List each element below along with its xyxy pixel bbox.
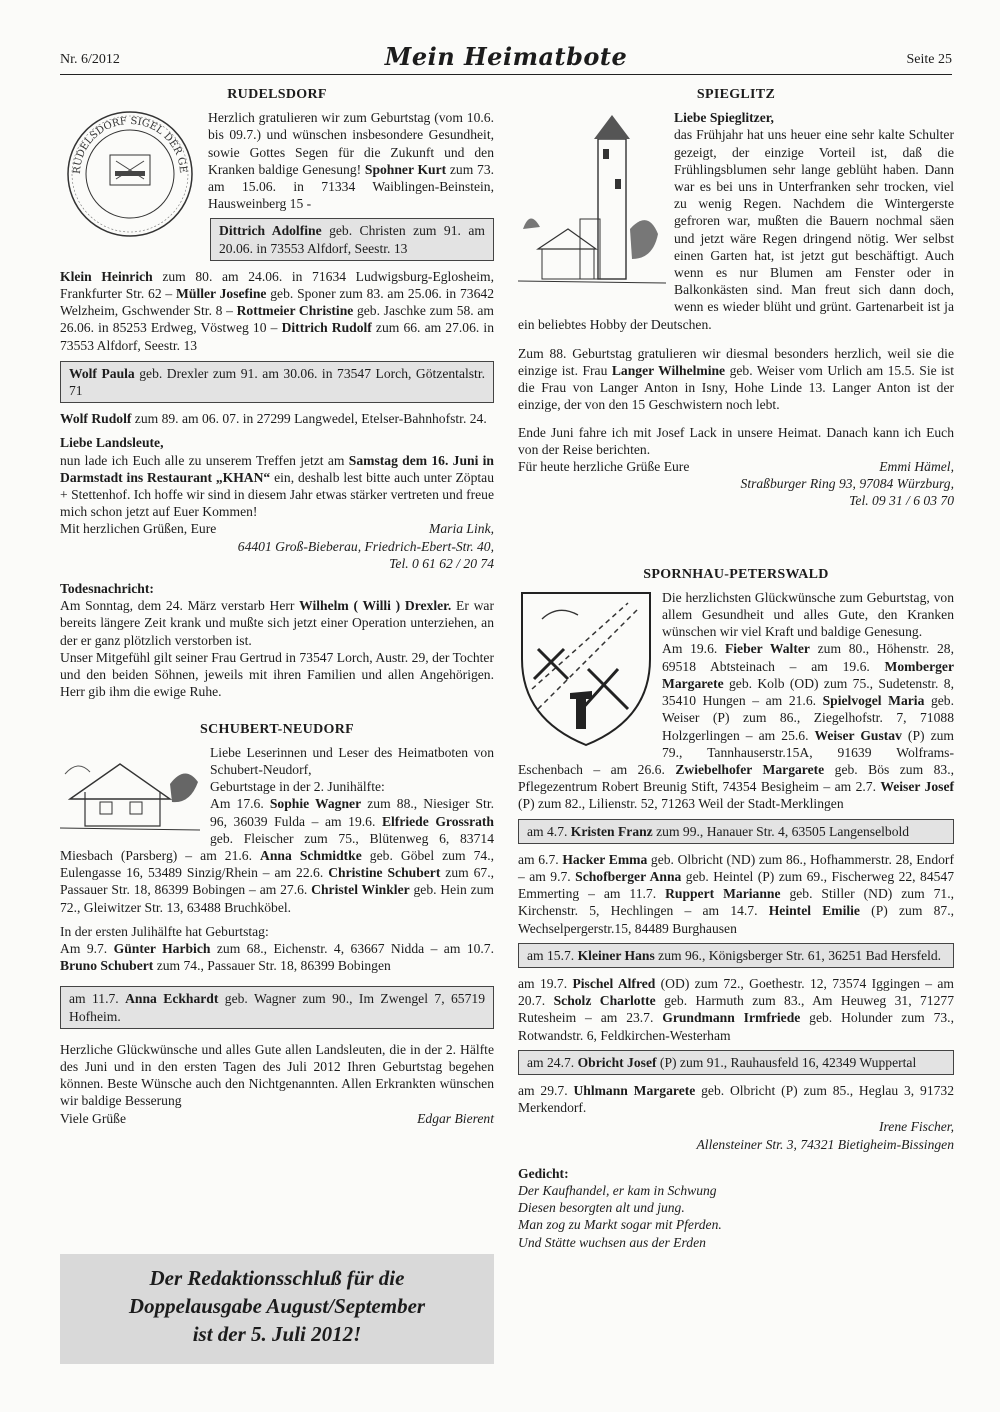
july-heading: In der ersten Julihälfte hat Geburtstag: — [60, 923, 269, 939]
birthday-list: Am 19.6. Fieber Walter zum 80., Höhenstr. 28, 69518 Abtsteinach – am 19.6. Momberger Margarete geb. Kolb (OD) zum 75., Sudetenstr. 8, 35410 Hungen – am 21.6. Spielvogel Maria geb. Weiser (P) zum 86., Ziegelhofstr. 7, 71088 Holzgerlingen – am 25.6. Weiser Gustav (P) zum 79., Tannhauserstr.15A, 91639 Wolframs-Eschenbach – am 26.6. Zwiebelhofer Margarete geb. Bös zum 83., Pflegezentrum Robert Breunig Stift, 74354 Besigheim – am 2.7. Weiser Josef (P) zum 82., Lilienstr. 52, 71263 Weil der Stadt-Merklingen — [518, 641, 955, 812]
tower-drawing-image — [518, 109, 666, 299]
greeting: Liebe Spieglitzer, — [674, 110, 774, 126]
rudelsdorf-seal-image — [60, 109, 200, 239]
tower-icon — [518, 109, 666, 299]
signature-name: Emmi Hämel, — [879, 459, 954, 475]
poem — [518, 1182, 954, 1251]
death-notice-title: Todesnachricht: — [60, 581, 154, 597]
birthday-list: Am 9.7. Günter Harbich zum 68., Eichenstr. 4, 63667 Nidda – am 10.7. Bruno Schubert zum 74., Passauer Str. 18, 86399 Bobingen — [60, 940, 495, 974]
masthead: Mein Heimatbote — [384, 42, 628, 71]
signature-name: Edgar Bierent — [417, 1110, 494, 1126]
poem-line: Und Stätte wuchsen aus der Erden — [518, 1234, 706, 1250]
highlight-box: Dittrich Adolfine geb. Christen zum 91. am 20.06. in 73553 Alfdorf, Seestr. 13 — [210, 218, 494, 260]
birthday-list: Klein Heinrich zum 80. am 24.06. in 71634 Ludwigsburg-Eglosheim, Frankfurter Str. 62 – Müller Josefine geb. Sponer zum 83. am 25.06. in 73642 Welzheim, Gschwender Str. 8 – Rottmeier Christine geb. Jaschke zum 58. am 26.06. in 85253 Erdweg, Vöstweg 10 – Dittrich Rudolf zum 66. am 27.06. in 73553 Alfdorf, Seestr. 13 — [60, 268, 494, 353]
page-number: Seite 25 — [906, 52, 952, 67]
seal-text: RUDELSDORF SIGEL DER GE — [71, 116, 189, 175]
closing: Für heute herzliche Grüße Eure — [518, 459, 690, 475]
birthday-list: Am 17.6. Sophie Wagner zum 88., Niesiger Str. 96, 36039 Fulda – am 19.6. Elfriede Grossrath geb. Fleischer zum 75., Blütenweg 6, 83714 Miesbach (Parsberg) – am 21.6. Anna Schmidtke geb. Göbel zum 74., Eulengasse 16, 53489 Sinzig/Rhein – am 22.6. Christine Schubert zum 67., Passauer Str. 18, 86399 Bobingen – am 27.6. Christel Winkler geb. Hein zum 72., Gleiwitzer Str. 13, 63488 Bruchköbel. — [60, 796, 495, 915]
poem-line: Diesen besorgten alt und jung. — [518, 1200, 685, 1216]
signature-address: Straßburger Ring 93, 97084 Würzburg, — [740, 476, 954, 492]
rudelsdorf-intro: Herzlich gratulieren wir zum Geburtstag (vom 10.6. bis 09.7.) und wünschen insbesondere Gesundheit, sowie Gottes Segen für die Zukunft und den Kranken baldige Genesung! Spohner Kurt zum 73. am 15.06. in 71334 Waiblingen-Beinstein, Hausweinberg 15 - — [208, 110, 495, 212]
highlight-box: am 24.7. Obricht Josef (P) zum 91., Rauhausfeld 16, 42349 Wuppertal — [518, 1050, 954, 1075]
seal-icon — [60, 109, 200, 239]
signature-tel: Tel. 09 31 / 6 03 70 — [849, 493, 954, 509]
coat-of-arms-image — [518, 589, 654, 749]
section-title-schubert-neudorf: SCHUBERT-NEUDORF — [200, 721, 354, 737]
house-drawing-image — [60, 744, 202, 834]
section-title-spornhau-peterswald: SPORNHAU-PETERSWALD — [643, 566, 829, 582]
death-notice-text: Am Sonntag, dem 24. März verstarb Herr Wilhelm ( Willi ) Drexler. Er war bereits längere Zeit krank und mußte sich jetzt einer Operation unterziehen, an der er ganz plötzlich verstorben ist. — [60, 598, 494, 648]
birthday-entry: am 29.7. Uhlmann Margarete geb. Olbricht (P) zum 85., Heglau 3, 91732 Merkendorf. — [518, 1082, 955, 1116]
spieglitz-trip: Ende Juni fahre ich mit Josef Lack in unsere Heimat. Danach kann ich Euch von der Reise berichten. — [518, 424, 954, 457]
svg-text:RUDELSDORF SIGEL DER GEMEIN — [60, 109, 188, 174]
birthday-list: am 19.7. Pischel Alfred (OD) zum 72., Goethestr. 12, 73574 Iggingen – am 20.7. Scholz Charlotte geb. Harmuth zum 83., Am Heuweg 31, 71277 Rutesheim – am 23.7. Grundmann Irmfriede geb. Holunder zum 73., Rotwandstr. 6, Feldkirchen-Westerham — [518, 975, 954, 1043]
poem-line: Man zog zu Markt sogar mit Pferden. — [518, 1217, 722, 1233]
signature-address: Allensteiner Str. 3, 74321 Bietigheim-Bissingen — [696, 1136, 954, 1152]
section-title-rudelsdorf: RUDELSDORF — [227, 87, 327, 102]
highlight-box: am 15.7. Kleiner Hans zum 96., Königsberger Str. 61, 36251 Bad Hersfeld. — [518, 943, 954, 968]
signature-name: Irene Fischer, — [879, 1119, 954, 1135]
signature-block — [518, 458, 954, 510]
closing: Viele Grüße — [60, 1110, 126, 1126]
death-notice-condolence: Unser Mitgefühl gilt seiner Frau Gertrud in 73547 Lorch, Austr. 29, der Tochter und den beiden Söhnen, jeweils mit ihren Familien und allen Angehörigen. Herr gib ihm die ewige Ruhe. — [60, 649, 494, 700]
greeting: Liebe Landsleute, — [60, 435, 164, 451]
spornhau-intro: Die herzlichsten Glückwünsche zum Geburtstag, von allem Gesundheit und alles Gute, den Kranken wünschen wir viel Kraft und baldige Genesung. — [662, 589, 954, 640]
signature-tel: Tel. 0 61 62 / 20 74 — [389, 555, 494, 571]
section-title-spieglitz: SPIEGLITZ — [696, 87, 776, 102]
house-icon — [60, 744, 202, 834]
signature-block — [518, 1118, 954, 1152]
birthday-entry: Wolf Rudolf zum 89. am 06. 07. in 27299 Langwedel, Etelser-Bahnhofstr. 24. — [60, 411, 487, 427]
poem-title: Gedicht: — [518, 1165, 569, 1181]
left-column — [60, 84, 494, 1127]
schubert-outro: Herzliche Glückwünsche und alles Gute allen Landsleuten, die in der 2. Hälfte des Juni und in den ersten Tagen des Juli 2012 Ihren Geburtstag begehen können. Beste Wünsche auch den Nichtgenannten. Allen Erkrankten wünschen wir baldige Besserung — [60, 1041, 494, 1109]
issue-number: Nr. 6/2012 — [60, 52, 120, 67]
closing: Mit herzlichen Grüßen, Eure — [60, 521, 217, 537]
page-header — [60, 42, 952, 76]
signature-block — [60, 520, 494, 572]
highlight-box: am 4.7. Kristen Franz zum 99., Hanauer Str. 4, 63505 Langenselbold — [518, 819, 954, 844]
highlight-box: Wolf Paula geb. Drexler zum 91. am 30.06. in 73547 Lorch, Götzentalstr. 71 — [60, 361, 494, 403]
spieglitz-birthday: Zum 88. Geburtstag gratulieren wir diesmal besonders herzlich, weil sie die einzige ist. Frau Langer Wilhelmine geb. Weiser vom Urlich am 15.5. Sie ist die Frau von Langer Anton in Isny, Hohe Linde 13. Langer Anton ist der einzige, der von den 15 Geschwistern noch lebt. — [518, 345, 954, 413]
person-name: Spohner Kurt — [364, 161, 447, 177]
right-column — [518, 84, 954, 1251]
signature-address: 64401 Groß-Bieberau, Friedrich-Ebert-Str. 40, — [237, 538, 494, 554]
coat-of-arms-icon — [518, 589, 654, 749]
header-rule — [60, 74, 952, 75]
poem-line: Der Kaufhandel, er kam in Schwung — [518, 1182, 717, 1198]
spieglitz-letter: das Frühjahr hat uns heuer eine sehr kalte Schulter gezeigt, der einzige Vorteil ist, daß die Frühlingsblumen sehr lange geblüht haben. Dann war es bei uns in Unterfranken sehr trocken, viel zu wenig Regen. Nachdem die Wintergerste gefroren war, mußten die Bauern nochmal säen und jetzt wäre Regen dringend nötig. Wer selbst einen Garten hat, ist jetzt gut beschäftigt. Auch wenn es nur Blumen am Fenster oder in Balkonkästen sind. Man freut sich dann doch, wenn es wieder blüht und grünt. Gartenarbeit ist ja ein beliebtes Hobby der Deutschen. — [518, 127, 954, 332]
signature-block — [60, 1110, 494, 1127]
signature-name: Maria Link, — [429, 521, 494, 537]
highlight-box: am 11.7. Anna Eckhardt geb. Wagner zum 90., Im Zwengel 7, 65719 Hofheim. — [60, 986, 494, 1028]
schubert-intro: Liebe Leserinnen und Leser des Heimatboten von Schubert-Neudorf, Geburtstage in der 2. Junihälfte: — [210, 744, 494, 795]
invitation-paragraph: nun lade ich Euch alle zu unserem Treffen jetzt am Samstag dem 16. Juni in Darmstadt ins Restaurant „KHAN“ ein, deshalb lest bitte auch unter Zöptau + Stettenhof. Ich hoffe wir sind in diesem Jahr etwas stärker vertreten und freue mich schon jetzt auf Euer Kommen! — [60, 452, 494, 520]
editorial-deadline-notice: Der Redaktionsschluß für die Doppelausgabe August/September ist der 5. Juli 2012! — [60, 1254, 494, 1364]
birthday-list: am 6.7. Hacker Emma geb. Olbricht (ND) zum 86., Hofhammerstr. 28, Endorf – am 9.7. Schofberger Anna geb. Heintel (P) zum 69., Fischerweg 22, 84547 Emmerting – am 11.7. Ruppert Marianne geb. Stiller (ND) zum 71., Kirchenstr. 5, Hechlingen – am 14.7. Heintel Emilie (P) zum 87., Wechselpergerstr.15, 84489 Burghausen — [518, 851, 955, 936]
person-name: Dittrich Adolfine — [219, 223, 322, 239]
